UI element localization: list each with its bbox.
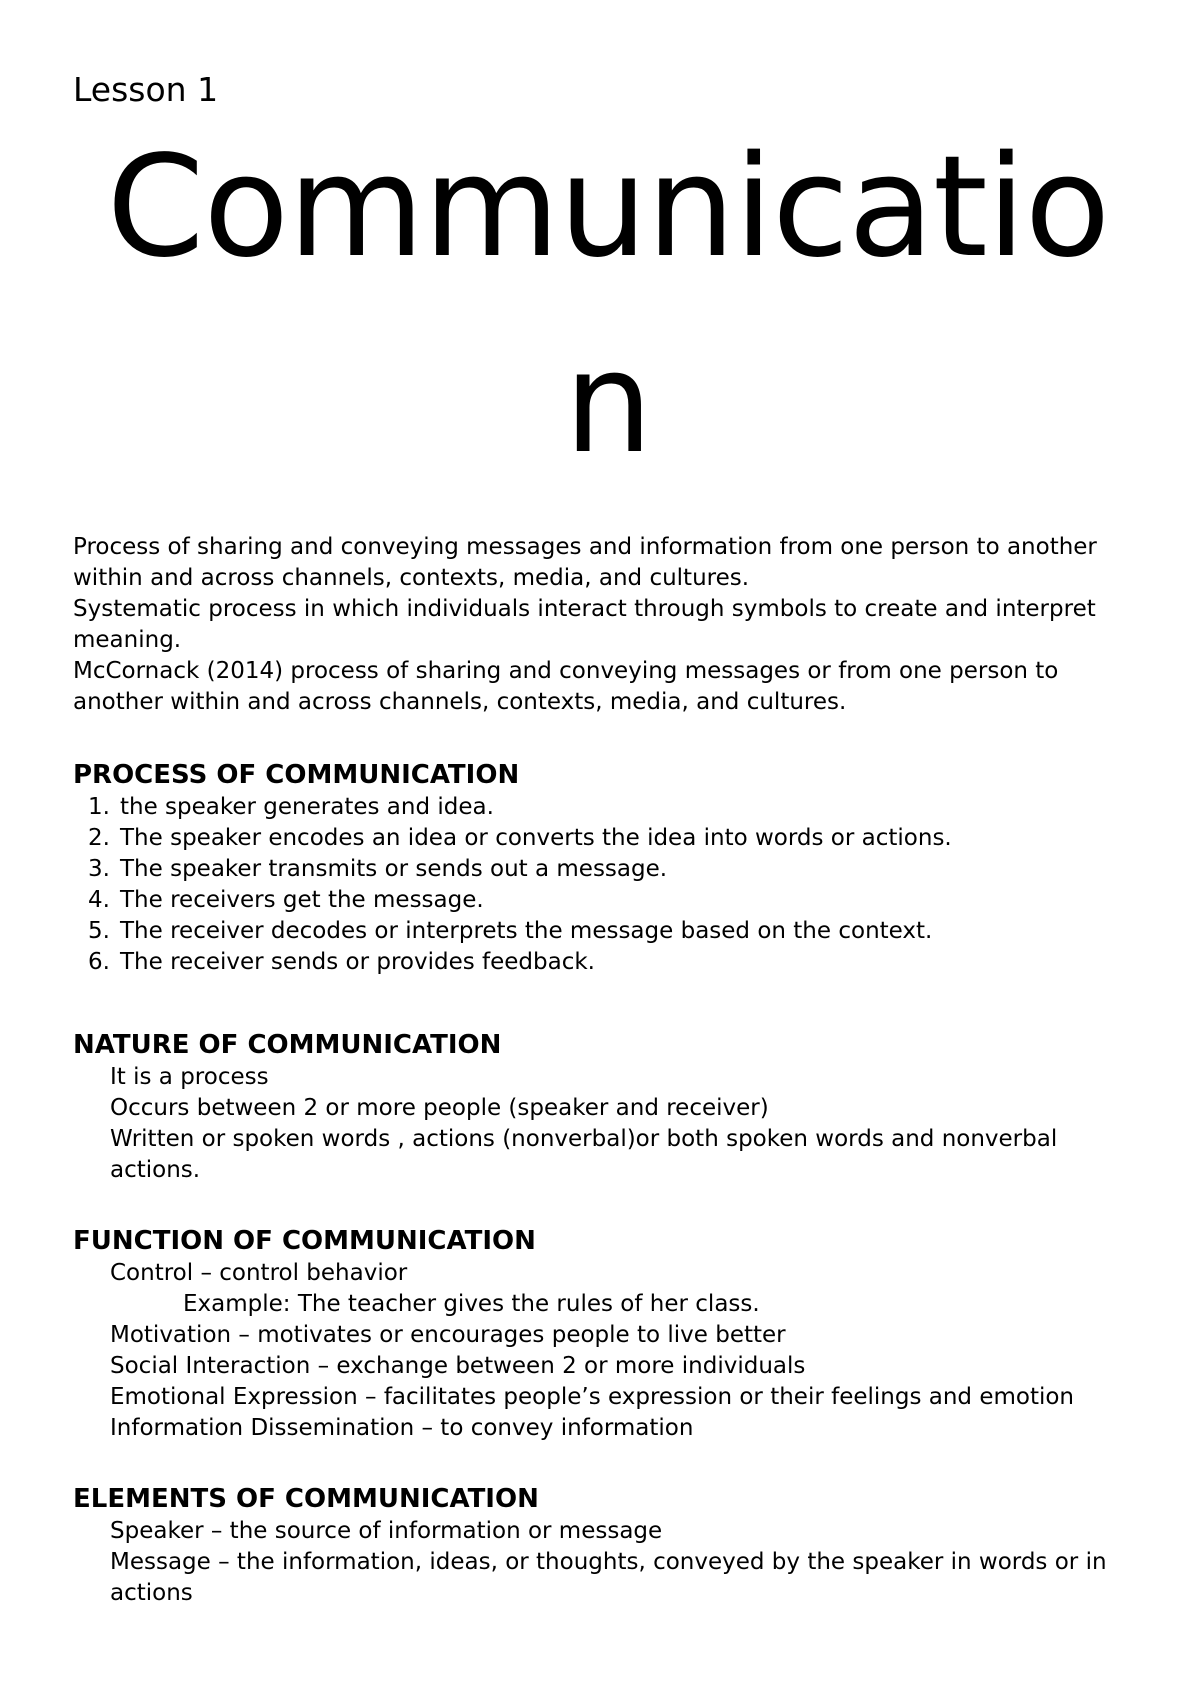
definition-paragraph: Process of sharing and conveying messages and information from one person to another within and across channels, contexts, media, and cultures.: [73, 533, 1097, 591]
list-item: Social Interaction – exchange between 2 or more individuals: [110, 1352, 806, 1379]
process-section: [73, 758, 1143, 978]
list-item: Speaker – the source of information or message: [110, 1517, 663, 1544]
list-item: Motivation – motivates or encourages people to live better: [110, 1321, 786, 1348]
step-text: The receiver sends or provides feedback.: [120, 948, 595, 975]
nature-heading: NATURE OF COMMUNICATION: [73, 1029, 502, 1060]
page-title: [73, 110, 1143, 502]
elements-heading: ELEMENTS OF COMMUNICATION: [73, 1483, 539, 1514]
step-number: 4.: [88, 886, 110, 913]
function-heading: FUNCTION OF COMMUNICATION: [73, 1225, 536, 1256]
list-item: Written or spoken words , actions (nonverbal)or both spoken words and nonverbal actions.: [110, 1125, 1058, 1183]
process-steps-list: [73, 792, 1143, 978]
page-title-line-2: n: [564, 321, 652, 485]
lesson-label: Lesson 1: [73, 70, 219, 109]
elements-section: [73, 1482, 1143, 1609]
list-item: Emotional Expression – facilitates people’s expression or their feelings and emotion: [110, 1383, 1075, 1410]
document-page: [73, 70, 1143, 1609]
step-text: The receiver decodes or interprets the message based on the context.: [120, 917, 933, 944]
list-item: [73, 947, 1143, 978]
list-item: Message – the information, ideas, or thoughts, conveyed by the speaker in words or in actions: [110, 1548, 1107, 1606]
process-heading: PROCESS OF COMMUNICATION: [73, 759, 520, 790]
list-item: [73, 792, 1143, 823]
nature-section: [73, 1028, 1143, 1186]
list-item: It is a process: [110, 1063, 269, 1090]
list-item: Control – control behavior: [110, 1259, 408, 1286]
list-item: [73, 916, 1143, 947]
step-number: 6.: [88, 948, 110, 975]
step-text: The speaker encodes an idea or converts the idea into words or actions.: [120, 824, 952, 851]
list-item: [73, 885, 1143, 916]
page-title-line-1: Communicatio: [106, 125, 1110, 289]
step-text: The receivers get the message.: [120, 886, 484, 913]
step-text: The speaker transmits or sends out a message.: [120, 855, 668, 882]
example-line: Example: The teacher gives the rules of her class.: [183, 1290, 760, 1317]
definition-paragraph: Systematic process in which individuals interact through symbols to create and interpret meaning.: [73, 595, 1096, 653]
step-number: 1.: [88, 793, 110, 820]
intro-definitions: [73, 532, 1143, 718]
step-number: 3.: [88, 855, 110, 882]
function-section: [73, 1224, 1143, 1444]
definition-paragraph: McCornack (2014) process of sharing and conveying messages or from one person to another within and across channels, contexts, media, and cultures.: [73, 657, 1059, 715]
list-item: [73, 854, 1143, 885]
list-item: Occurs between 2 or more people (speaker and receiver): [110, 1094, 769, 1121]
list-item: Information Dissemination – to convey information: [110, 1414, 694, 1441]
step-text: the speaker generates and idea.: [120, 793, 494, 820]
step-number: 5.: [88, 917, 110, 944]
list-item: [73, 823, 1143, 854]
step-number: 2.: [88, 824, 110, 851]
